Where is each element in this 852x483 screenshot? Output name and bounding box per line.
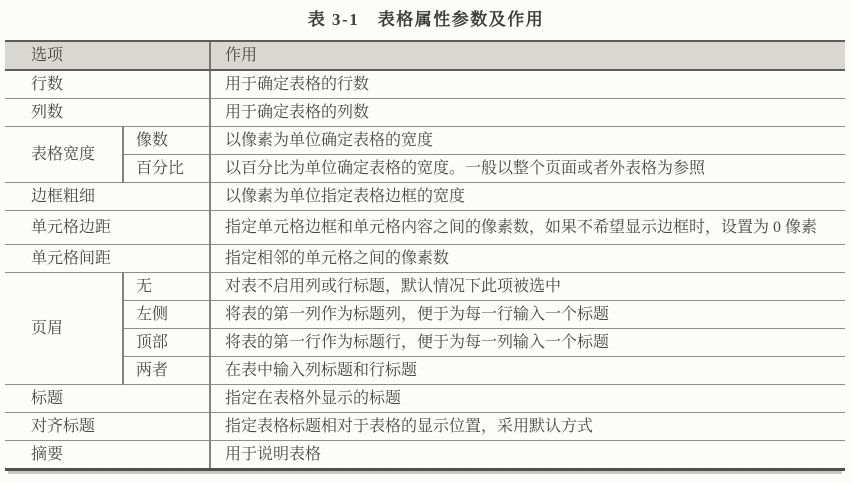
header-option: 选项 xyxy=(5,41,210,70)
option-cell: 标题 xyxy=(5,385,210,413)
table-header xyxy=(5,41,845,70)
header-row xyxy=(5,41,845,70)
desc-cell: 指定表格标题相对于表格的显示位置，采用默认方式 xyxy=(210,413,845,441)
option-cell: 边框粗细 xyxy=(5,183,210,211)
desc-cell: 指定单元格边框和单元格内容之间的像素数，如果不希望显示边框时，设置为 0 像素 xyxy=(210,211,845,245)
table-row xyxy=(5,329,845,357)
desc-cell: 将表的第一行作为标题行，便于为每一列输入一个标题 xyxy=(210,329,845,357)
desc-cell: 将表的第一列作为标题列，便于为每一行输入一个标题 xyxy=(210,301,845,329)
table-row xyxy=(5,413,845,441)
option-cell: 单元格间距 xyxy=(5,245,210,273)
table-row xyxy=(5,70,845,99)
attributes-table xyxy=(5,40,845,471)
desc-cell: 以百分比为单位确定表格的宽度。一般以整个页面或者外表格为参照 xyxy=(210,155,845,183)
desc-cell: 指定在表格外显示的标题 xyxy=(210,385,845,413)
sub-option-cell: 百分比 xyxy=(123,155,210,183)
option-cell: 摘要 xyxy=(5,441,210,470)
option-cell: 页眉 xyxy=(5,273,123,385)
sub-option-cell: 左侧 xyxy=(123,301,210,329)
sub-option-cell: 像数 xyxy=(123,127,210,155)
table-row xyxy=(5,245,845,273)
table-row xyxy=(5,211,845,245)
option-cell: 行数 xyxy=(5,70,210,99)
desc-cell: 以像素为单位指定表格边框的宽度 xyxy=(210,183,845,211)
table-row xyxy=(5,127,845,155)
desc-cell: 以像素为单位确定表格的宽度 xyxy=(210,127,845,155)
desc-cell: 在表中输入列标题和行标题 xyxy=(210,357,845,385)
table-row xyxy=(5,357,845,385)
option-cell: 对齐标题 xyxy=(5,413,210,441)
option-cell: 表格宽度 xyxy=(5,127,123,183)
table-row xyxy=(5,301,845,329)
desc-cell: 用于确定表格的列数 xyxy=(210,99,845,127)
table-row xyxy=(5,99,845,127)
header-effect: 作用 xyxy=(210,41,845,70)
table-row xyxy=(5,441,845,470)
option-cell: 单元格边距 xyxy=(5,211,210,245)
table-row xyxy=(5,183,845,211)
sub-option-cell: 顶部 xyxy=(123,329,210,357)
desc-cell: 用于确定表格的行数 xyxy=(210,70,845,99)
sub-option-cell: 两者 xyxy=(123,357,210,385)
table-row xyxy=(5,155,845,183)
sub-option-cell: 无 xyxy=(123,273,210,301)
option-cell: 列数 xyxy=(5,99,210,127)
table-row xyxy=(5,385,845,413)
desc-cell: 指定相邻的单元格之间的像素数 xyxy=(210,245,845,273)
table-row xyxy=(5,273,845,301)
desc-cell: 对表不启用列或行标题，默认情况下此项被选中 xyxy=(210,273,845,301)
desc-cell: 用于说明表格 xyxy=(210,441,845,470)
table-caption: 表 3-1 表格属性参数及作用 xyxy=(307,10,545,29)
